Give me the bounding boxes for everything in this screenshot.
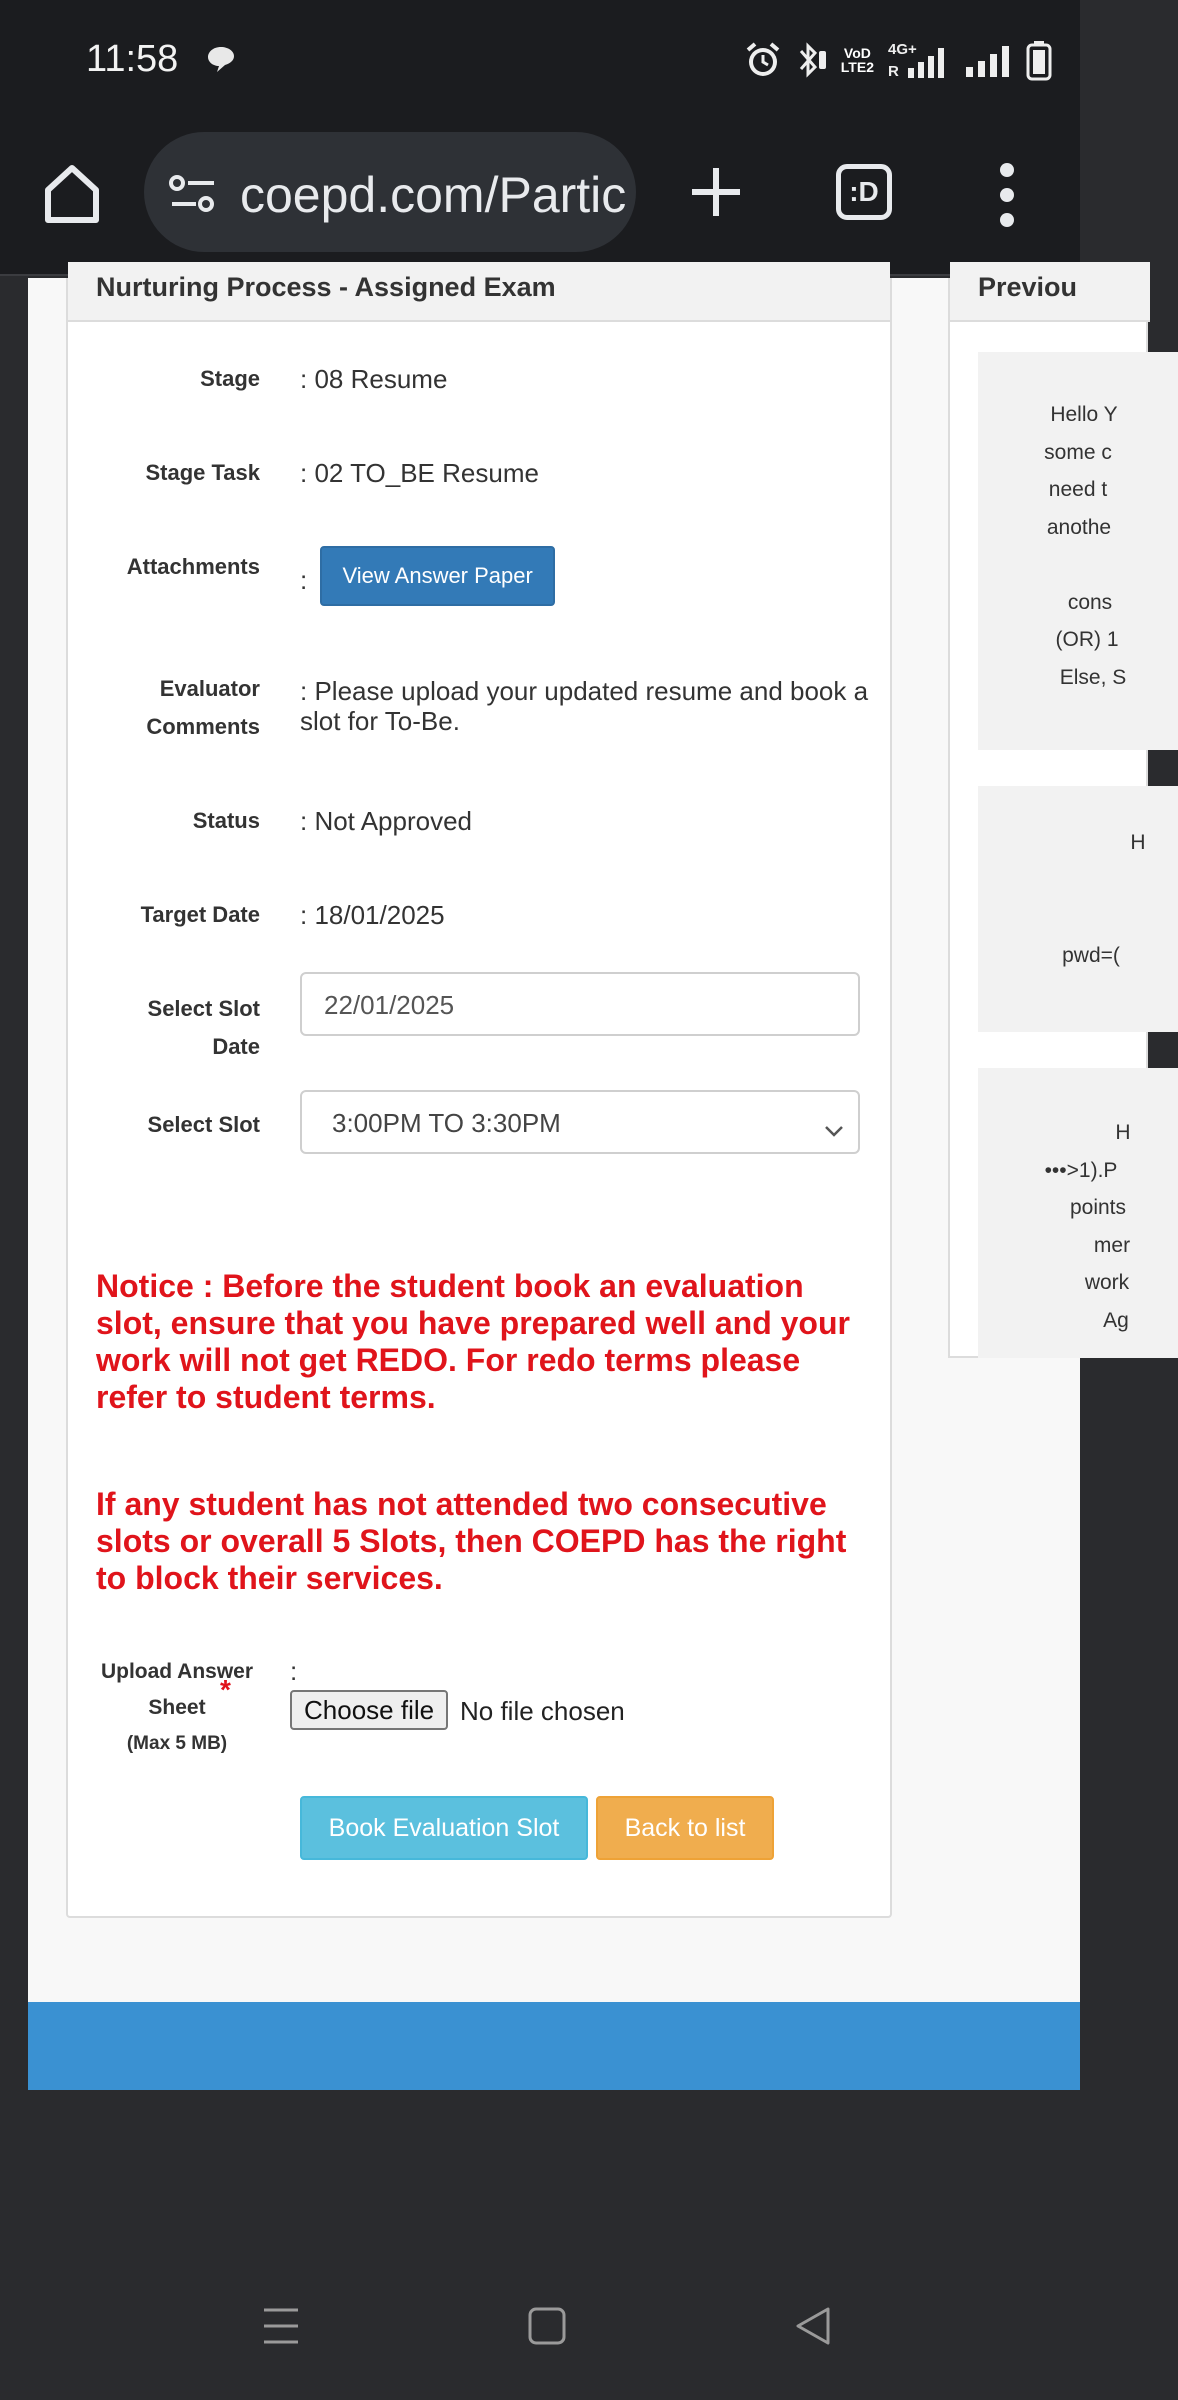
chevron-down-icon: [824, 1114, 844, 1145]
attachments-colon: :: [300, 565, 308, 595]
site-settings-icon[interactable]: [168, 174, 218, 219]
slot-label: Select Slot: [147, 1112, 260, 1137]
previous-card-3: H •••>1).P points mer work Ag: [978, 1068, 1178, 1358]
status-value: : Not Approved: [300, 806, 472, 836]
no-file-chosen-text: No file chosen: [460, 1696, 625, 1726]
home-icon[interactable]: [42, 162, 102, 226]
url-text[interactable]: coepd.com/Partic: [240, 167, 627, 223]
chat-bubble-icon: [206, 44, 236, 79]
slot-select-value: 3:00PM TO 3:30PM: [332, 1108, 561, 1138]
view-answer-paper-button[interactable]: View Answer Paper: [320, 546, 554, 606]
status-bar: [0, 0, 1080, 124]
evaluator-label: Evaluator Comments: [146, 676, 260, 739]
required-mark: *: [220, 1674, 231, 1705]
svg-text:4G+: 4G+: [888, 41, 917, 58]
new-tab-icon[interactable]: [688, 164, 744, 220]
battery-icon: [1026, 40, 1052, 80]
notice-block-text: If any student has not attended two consecutive slots or overall 5 Slots, then COEPD has the right to block their services.: [96, 1486, 847, 1596]
target-date-value: : 18/01/2025: [300, 900, 445, 930]
evaluator-comments-value: : Please upload your updated resume and book a slot for To-Be.: [300, 676, 869, 736]
bluetooth-icon: [793, 41, 829, 79]
volte-icon: VoD LTE2: [840, 45, 874, 75]
slot-select[interactable]: [300, 1090, 860, 1154]
previous-panel-header: [950, 262, 1150, 322]
url-bar[interactable]: [144, 132, 636, 252]
home-square-icon[interactable]: [528, 2306, 566, 2351]
assigned-exam-panel: [66, 272, 892, 1918]
stage-task-label: Stage Task: [145, 460, 260, 485]
upload-answer-label: Upload Answer Sheet (Max 5 MB) *: [72, 1654, 282, 1762]
previous-panel-title: Previou: [978, 272, 1078, 302]
previous-panel: [948, 272, 1148, 1358]
status-time: 11:58: [86, 38, 179, 80]
menu-lines-icon[interactable]: [262, 2306, 300, 2351]
panel-title: Nurturing Process - Assigned Exam: [96, 272, 556, 302]
max-size-label: (Max 5 MB): [126, 1733, 228, 1754]
back-triangle-icon[interactable]: [794, 2306, 832, 2351]
footer-bar: [28, 2002, 1080, 2094]
choose-file-button[interactable]: Choose file: [290, 1690, 448, 1730]
tab-switcher-button[interactable]: :D: [836, 164, 892, 220]
back-to-list-button[interactable]: Back to list: [596, 1796, 774, 1860]
stage-label: Stage: [200, 366, 260, 391]
signal-4g-icon: [886, 40, 952, 80]
previous-card-1: Hello Y some c need t anothe cons (OR) 1 Else, S: [978, 352, 1178, 750]
web-content: [0, 272, 1146, 2090]
system-nav-bar: [0, 2090, 1080, 2400]
slot-date-label: Select Slot Date: [147, 996, 260, 1059]
browser-toolbar: [0, 124, 1080, 276]
book-evaluation-slot-button[interactable]: Book Evaluation Slot: [300, 1796, 588, 1860]
attachments-value: [300, 552, 555, 612]
alarm-icon: [745, 41, 781, 79]
status-label: Status: [192, 808, 260, 833]
page-background: [28, 272, 1146, 2100]
upload-colon: :: [290, 1656, 298, 1686]
target-date-label: Target Date: [140, 902, 260, 927]
slot-date-input[interactable]: 22/01/2025: [300, 972, 860, 1036]
panel-header: [68, 262, 890, 322]
stage-task-value: : 02 TO_BE Resume: [300, 458, 539, 488]
stage-value: : 08 Resume: [300, 364, 448, 394]
more-menu-icon[interactable]: [992, 160, 1022, 230]
signal-icon: [964, 41, 1014, 79]
svg-text:R: R: [888, 63, 899, 80]
previous-card-2: H pwd=(: [978, 786, 1178, 1032]
notice-redo-text: Notice : Before the student book an evaluation slot, ensure that you have prepared well and your work will not get REDO. For redo terms please refer to student terms.: [96, 1268, 850, 1415]
attachments-label: Attachments: [126, 554, 260, 579]
